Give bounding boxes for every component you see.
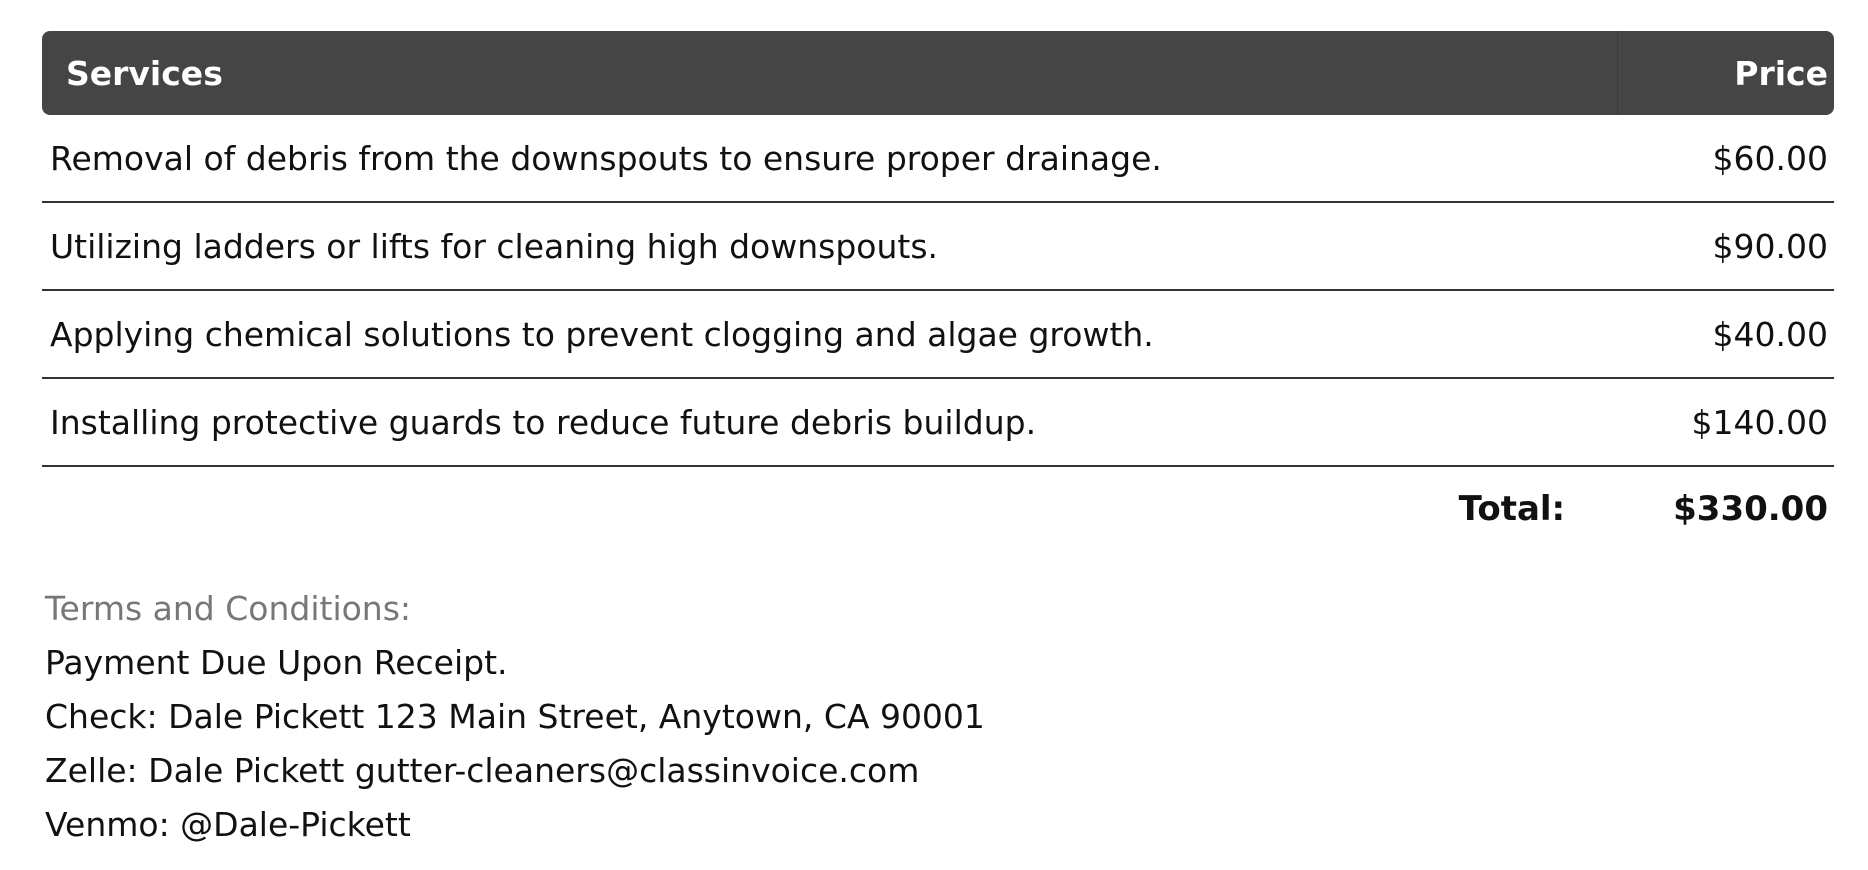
service-price: $60.00 <box>1712 138 1828 178</box>
service-description: Installing protective guards to reduce future debris buildup. <box>50 402 1037 442</box>
table-row <box>42 291 1834 379</box>
service-price: $140.00 <box>1691 402 1828 442</box>
service-price: $90.00 <box>1712 226 1828 266</box>
service-description: Removal of debris from the downspouts to ensure proper drainage. <box>50 138 1162 178</box>
total-label: Total: <box>1458 489 1566 529</box>
total-row <box>42 467 1834 551</box>
service-description: Applying chemical solutions to prevent clogging and algae growth. <box>50 314 1154 354</box>
table-row <box>42 379 1834 467</box>
services-column-header: Services <box>42 31 1618 115</box>
table-row <box>42 115 1834 203</box>
terms-line-zelle: Zelle: Dale Pickett gutter-cleaners@classinvoice.com <box>45 751 920 790</box>
service-description: Utilizing ladders or lifts for cleaning high downspouts. <box>50 226 939 266</box>
table-header <box>42 31 1834 115</box>
total-value: $330.00 <box>1673 489 1828 529</box>
service-price: $40.00 <box>1712 314 1828 354</box>
terms-title: Terms and Conditions: <box>45 589 412 628</box>
terms-line-check: Check: Dale Pickett 123 Main Street, Anytown, CA 90001 <box>45 697 985 736</box>
terms-line-payment: Payment Due Upon Receipt. <box>45 643 508 682</box>
price-column-header: Price <box>1734 53 1828 93</box>
table-row <box>42 203 1834 291</box>
terms-section <box>45 582 985 852</box>
services-table <box>42 31 1834 551</box>
terms-line-venmo: Venmo: @Dale-Pickett <box>45 805 411 844</box>
